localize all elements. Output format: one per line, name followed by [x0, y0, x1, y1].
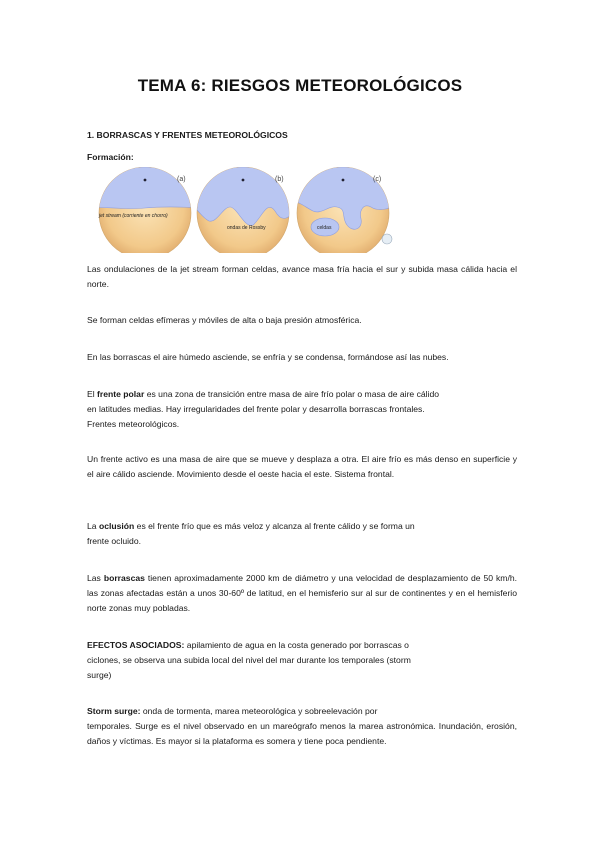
- paragraph-borrascas: Las borrascas tienen aproximadamente 2000 km de diámetro y una velocidad de desplazamiento de 50 km/h. las zonas afectadas están a unos 30-60º de latitud, en el hemisferio sur al sur de continentes y en el hemisferio norte zonas muy pobladas.: [87, 573, 517, 613]
- panel-label-c: celdas: [317, 225, 332, 231]
- paragraph-efectos-asociados: EFECTOS ASOCIADOS: apilamiento de agua en la costa generado por borrascas o ciclones, se observa una subida local del nivel del mar durante los temporales (storm surge): [87, 640, 411, 680]
- panel-letter-b: (b): [275, 176, 284, 183]
- paragraph-ondulaciones: Las ondulaciones de la jet stream forman celdas, avance masa fría hacia el sur y subida masa cálida hacia el norte.: [87, 264, 517, 289]
- pole-dot-c: [342, 179, 345, 182]
- eye-icon: [382, 234, 392, 244]
- panel-label-b: ondas de Rossby: [227, 225, 266, 231]
- term-efectos-asociados: EFECTOS ASOCIADOS:: [87, 640, 185, 650]
- pole-dot-b: [242, 179, 245, 182]
- page-title: TEMA 6: RIESGOS METEOROLÓGICOS: [137, 76, 463, 95]
- paragraph-storm-surge: Storm surge: onda de tormenta, marea meteorológica y sobreelevación por temporales. Surge es el nivel observado en un mareógrafo menos la marea astronómica. Inundación, erosión, daños y víctimas. Es mayor si la plataforma es somera y tiene poca pendiente.: [87, 706, 517, 746]
- jet-stream-figure: [85, 167, 415, 253]
- term-borrascas: borrascas: [103, 573, 145, 583]
- term-storm-surge: Storm surge:: [87, 706, 141, 716]
- subheading-formacion: Formación:: [87, 152, 134, 162]
- figure-panel-a: [85, 167, 215, 253]
- figure-panel-c: [290, 167, 400, 253]
- panel-letter-c: (c): [373, 176, 382, 183]
- panel-label-a: jet stream (corriente en chorro): [99, 213, 168, 219]
- cold-air-mass-a: [85, 167, 215, 209]
- paragraph-frente-polar: El frente polar es una zona de transición entre masa de aire frío polar o masa de aire cálido en latitudes medias. Hay irregularidades del frente polar y desarrolla borrascas frontales. Frentes meteorológicos.: [87, 389, 440, 429]
- section-heading: 1. BORRASCAS Y FRENTES METEOROLÓGICOS: [87, 130, 288, 140]
- paragraph-frente-activo: Un frente activo es una masa de aire que se mueve y desplaza a otra. El aire frío es más denso en superficie y el aire cálido asciende. Movimiento desde el oeste hacia el este. Sistema frontal.: [87, 454, 517, 479]
- paragraph-celdas: Se forman celdas efímeras y móviles de alta o baja presión atmosférica.: [87, 315, 362, 325]
- pole-dot-a: [144, 179, 147, 182]
- term-oclusion: oclusión: [98, 521, 135, 531]
- paragraph-oclusion: La oclusión es el frente frío que es más veloz y alcanza al frente cálido y se forma un frente ocluido.: [87, 521, 415, 546]
- term-frente-polar: frente polar: [97, 389, 145, 399]
- panel-letter-a: (a): [177, 176, 186, 183]
- figure-panel-b: [190, 167, 300, 253]
- paragraph-borrascas-aire: En las borrascas el aire húmedo asciende, se enfría y se condensa, formándose así las nubes.: [87, 352, 449, 362]
